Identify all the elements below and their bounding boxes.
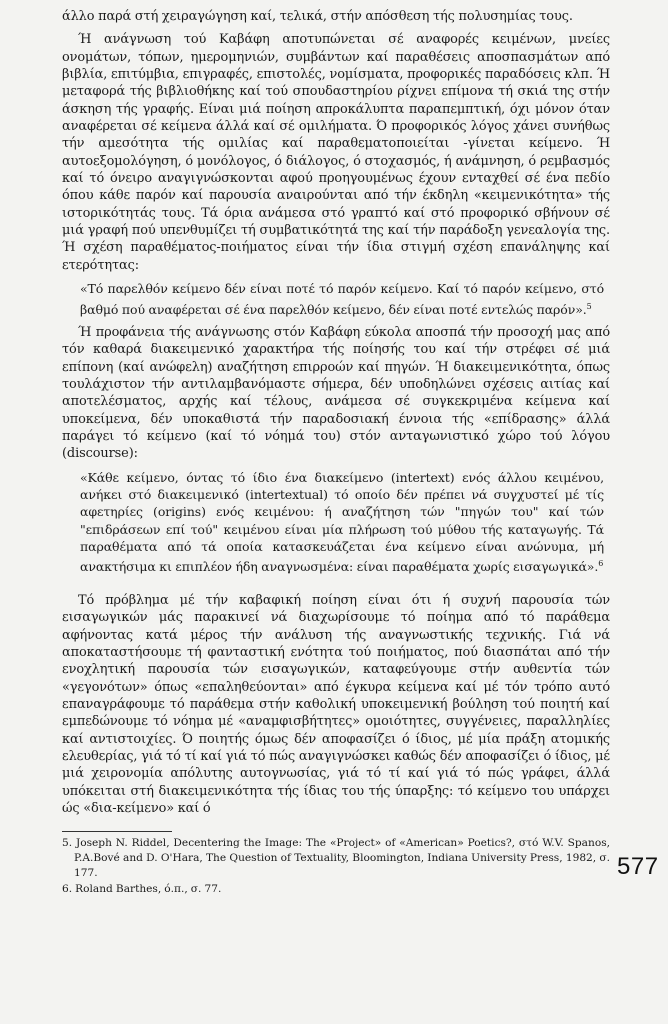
footnote-ref-6: 6 bbox=[598, 559, 604, 569]
paragraph-4: Τό πρόβλημα μέ τήν καβαφική ποίηση είναι ότι ή συχνή παρουσία τών εισαγωγικών μάς παρακινεί νά διαχωρίσουμε τό ποίημα από τό παράθεμα αφήνοντας κατά μέρος τήν ανάλυση τής αναγνωστικής τεχνικής. Γιά νά αποκαταστήσουμε τή φανταστική ενότητα τού ποιήματος, πού διασπάται από τήν ενοχλητική παρουσία τών εισαγωγικών, καταφεύγουμε στήν αυθεντία τών «γεγονότων» όπως «επαληθεύονται» από έγκυρα κείμενα καί μέ τόν τρόπο αυτό επαναγράφουμε τό παράθεμα στήν καθολική υποκειμενική βούληση τού ποιητή καί εμπεδώνουμε τό νόημα μέ «αναμφισβήτητες» ομοιότητες, συγγένειες, παραλληλίες καί αντιστοιχίες. Ό ποιητής όμως δέν αποφασίζει ό ίδιος, μέ μία πράξη ατομικής ελευθερίας, γιά τό τί καί γιά τό πώς αναγιγνώσκει καθώς δέν αποφασίζει ό ίδιος, μέ μιά χειρονομία απόλυτης αυτογνωσίας, γιά τό τί καί γιά τό πώς γράφει, άλλά υπόκειται στή διακειμενικότητα τής ίδιας του τής ύπαρξης: τό κείμενο του υπάρχει ώς «δια-κείμενο» καί ό bbox=[62, 592, 610, 817]
block-quote-1 bbox=[80, 280, 604, 318]
block-quote-1-text: «Τό παρελθόν κείμενο δέν είναι ποτέ τό παρόν κείμενο. Καί τό παρόν κείμενο, στό βαθμό πού αναφέρεται σέ ένα παρελθόν κείμενο, δέν είναι ποτέ εντελώς παρόν». bbox=[80, 281, 604, 317]
paragraph-3: Ή προφάνεια τής ανάγνωσης στόν Καβάφη εύκολα αποσπά τήν προσοχή μας από τόν καθαρά διακειμενικό χαρακτήρα τής ποίησής του καί τήν στρέφει σέ μιά επίπονη (καί ανώφελη) αναζήτηση επιρροών καί πηγών. Ή διακειμενικότητα, όπως τουλάχιστον τήν αντιλαμβανόμαστε σήμερα, δέν υποδηλώνει σχέσεις αιτίας καί αποτελέσματος, αρχής καί τέλους, ανάμεσα σέ συγκεκριμένα κείμενα καί υποκείμενα, δέν υποκαθιστά τήν παραδοσιακή έννοια τής «επίδρασης» άλλά παράγει τό κείμενο (καί τό νόημά του) στόν ανταγωνιστικό χώρο τού λόγου (discourse): bbox=[62, 325, 610, 462]
footnote-5: 5. Joseph N. Riddel, Decentering the Image: The «Project» of «American» Poetics?, στό W.V. Spanos, P.A.Bové and D. O'Hara, The Question of Textuality, Bloomington, Indiana University Press, 1982, σ. 177. bbox=[62, 837, 610, 880]
block-quote-2-text: «Κάθε κείμενο, όντας τό ίδιο ένα διακείμενο (intertext) ενός άλλου κειμένου, ανήκει στό διακειμενικό (intertextual) τό οποίο δέν πρέπει νά συγχυστεί μέ τίς αφετηρίες (origins) ενός κειμένου: ή αναζήτηση τών "πηγών του" καί τών "επιδράσεων επί τού" κειμένου είναι μία πλήρωση τού μύθου τής καταγωγής. Τά παραθέματα από τά οποία κατασκευάζεται ένα κείμενο είναι ανώνυμα, μή ανακτήσιμα κι επιπλέον ήδη αναγνωσμένα: είναι παραθέματα χωρίς εισαγωγικά». bbox=[80, 469, 604, 575]
block-quote-2 bbox=[80, 469, 604, 576]
spacer bbox=[62, 582, 610, 592]
page-body bbox=[62, 8, 610, 898]
page-number: 577 bbox=[617, 853, 659, 880]
footnote-ref-5: 5 bbox=[586, 301, 592, 311]
footnote-separator bbox=[62, 831, 172, 832]
paragraph-2: Ή ανάγνωση τού Καβάφη αποτυπώνεται σέ αναφορές κειμένων, μνείες ονομάτων, τόπων, ημερομηνιών, συμβάντων καί παραθέσεις αποσπασμάτων από βιβλία, επιτύμβια, επιγραφές, επιστολές, νομίσματα, προφορικές παραδόσεις κλπ. Ή μεταφορά τής βιβλιοθήκης καί τού σπουδαστηρίου ρίχνει επίμονα τή σκιά της στήν άσκηση τής γραφής. Είναι μιά ποίηση απροκάλυπτα παραπεμπτική, όχι μόνον όταν αναφέρεται σέ κείμενα άλλά καί σέ ομιλήματα. Ό προφορικός λόγος χάνει συνήθως τήν αμεσότητα τής ομιλίας καί παραθεματοποιείται -γίνεται κείμενο. Ή αυτοεξομολόγηση, ό μονόλογος, ό διάλογος, ό στοχασμός, ή ανάμνηση, ό ρεμβασμός καί τό όνειρο αναγιγνώσκονται αφού προηγουμένως έχουν ενταχθεί σέ ένα πεδίο όπου κάθε παρόν καί παρουσία αναιρούνται από τήν έκδηλη «κειμενικότητα» τής ιστορικότητάς τους. Τά όρια ανάμεσα στό γραπτό καί στό προφορικό σβήνουν σέ μιά γραφή πού υπενθυμίζει τή συμβατικότητά της καί τήν παράδοξη γενεαλογία της. Ή σχέση παραθέματος-ποιήματος είναι τήν ίδια στιγμή σχέση επανάληψης καί ετερότητας: bbox=[62, 32, 610, 273]
footnote-6: 6. Roland Barthes, ό.π., σ. 77. bbox=[62, 883, 222, 896]
paragraph-1: άλλο παρά στή χειραγώγηση καί, τελικά, στήν απόσθεση τής πολυσημίας τους. bbox=[62, 9, 573, 24]
